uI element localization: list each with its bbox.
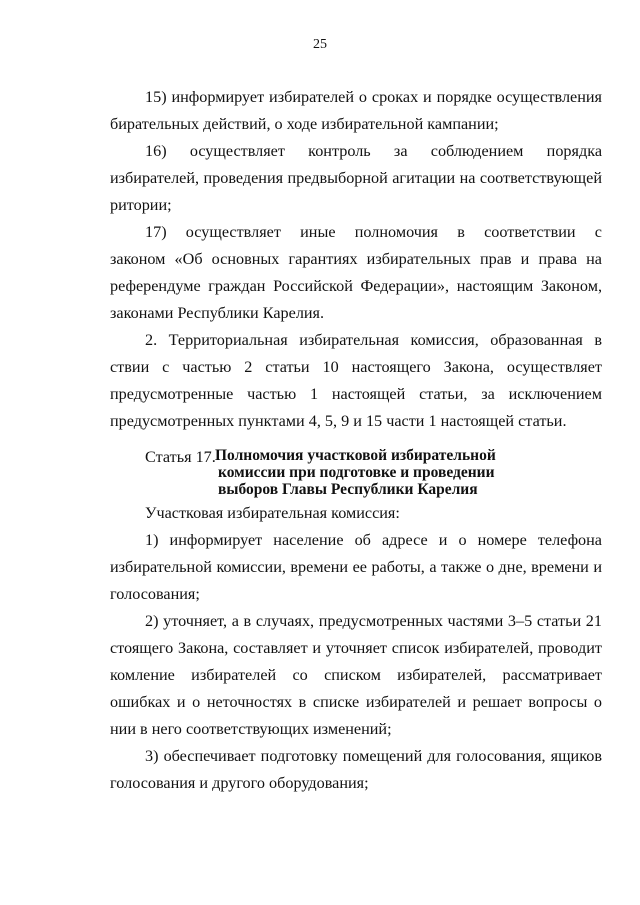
text-line: голосования и другого оборудования; <box>110 774 369 792</box>
text-line: 16) осуществляет контроль за соблюдением порядка <box>145 142 602 160</box>
article-title-line: Полномочия участковой избирательной <box>215 447 496 464</box>
text-line: стоящего Закона, составляет и уточняет список избирателей, проводит <box>110 639 602 657</box>
text-line: комление избирателей со списком избирателей, рассматривает <box>110 666 602 684</box>
text-line: избирателей, проведения предвыборной агитации на соответствующей <box>110 169 602 187</box>
text-line: законом «Об основных гарантиях избирательных прав и права на <box>110 250 602 268</box>
text-line: 2. Территориальная избирательная комиссия, образованная в <box>145 331 602 349</box>
text-line: 15) информирует избирателей о сроках и порядке осуществления <box>145 88 602 106</box>
text-line: 3) обеспечивает подготовку помещений для голосования, ящиков <box>145 747 602 765</box>
text-line: 1) информирует население об адресе и о номере телефона <box>145 531 602 549</box>
text-line: ритории; <box>110 196 172 214</box>
article-title-line: комиссии при подготовке и проведении <box>218 464 495 481</box>
text-line: 2) уточняет, а в случаях, предусмотренных частями 3–5 статьи 21 <box>145 612 602 630</box>
text-line: ствии с частью 2 статьи 10 настоящего Закона, осуществляет <box>110 358 602 376</box>
text-line: бирательных действий, о ходе избирательной кампании; <box>110 115 499 133</box>
text-line: предусмотренных пунктами 4, 5, 9 и 15 части 1 настоящей статьи. <box>110 412 567 430</box>
text-line: 17) осуществляет иные полномочия в соответствии с <box>145 223 602 241</box>
page-number: 25 <box>313 37 327 52</box>
text-line: избирательной комиссии, времени ее работы, а также о дне, времени и <box>110 558 602 576</box>
text-line: законами Республики Карелия. <box>110 304 325 322</box>
text-line: ошибках и о неточностях в списке избирателей и решает вопросы о <box>110 693 602 711</box>
text-line: нии в него соответствующих изменений; <box>110 720 392 738</box>
text-line: голосования; <box>110 585 200 603</box>
article-title-line: выборов Главы Республики Карелия <box>218 481 478 498</box>
text-line: Участковая избирательная комиссия: <box>145 504 400 522</box>
article-label: Статья 17. <box>145 448 216 466</box>
text-line: предусмотренные частью 1 настоящей статьи, за исключением <box>110 385 602 403</box>
text-line: референдуме граждан Российской Федерации», настоящим Законом, <box>110 277 602 295</box>
